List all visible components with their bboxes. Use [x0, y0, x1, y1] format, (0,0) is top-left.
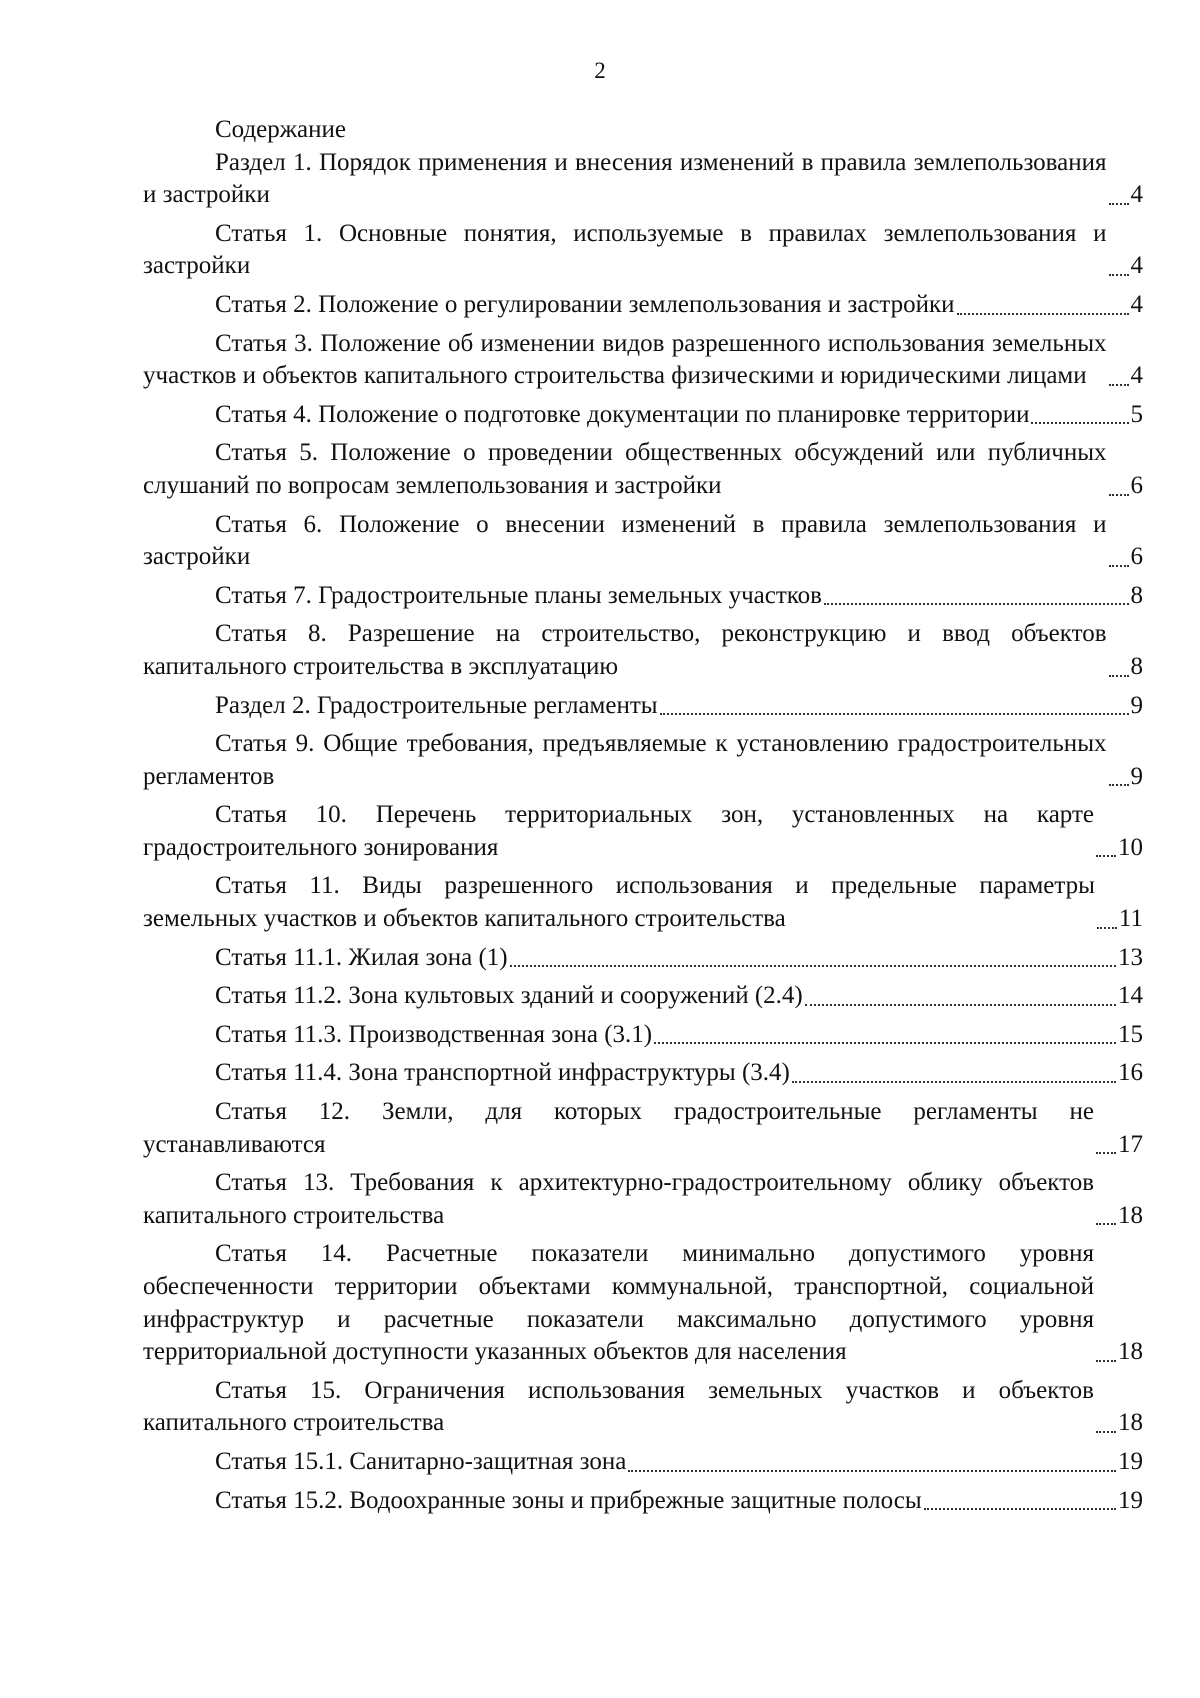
- toc-entry-title: Статья 6. Положение о внесении изменений в правила землепользования и застройки: [143, 510, 1107, 571]
- toc-entry-page: 19: [1118, 1486, 1143, 1514]
- dot-leader: [628, 1456, 1116, 1472]
- toc-entry-title: Статья 8. Разрешение на строительство, реконструкцию и ввод объектов капитального строительства в эксплуатацию: [143, 620, 1107, 680]
- toc-entry-page: 4: [1130, 252, 1143, 280]
- toc-entry-title: Статья 4. Положение о подготовке документации по планировке территории: [215, 400, 1030, 428]
- dot-leader: [1031, 408, 1128, 424]
- dot-leader: [654, 1028, 1116, 1044]
- toc-entry-title: Статья 12. Земли, для которых градостроительные регламенты не устанавливаются: [143, 1098, 1094, 1158]
- toc-entry[interactable]: [143, 1019, 1143, 1052]
- toc-entry-page: 18: [1118, 1338, 1143, 1366]
- toc-entry-page: 4: [1130, 290, 1143, 318]
- toc-entry-title: Статья 15. Ограничения использования земельных участков и объектов капитального строительства: [143, 1376, 1094, 1437]
- toc-entry-title: Статья 13. Требования к архитектурно-градостроительному облику объектов капитального строительства: [143, 1169, 1094, 1229]
- toc-entry-page: 8: [1130, 652, 1143, 680]
- toc-entry-title: Статья 2. Положение о регулировании землепользования и застройки: [215, 290, 955, 318]
- toc-entry[interactable]: [143, 799, 1143, 864]
- toc-entries: [143, 147, 1143, 1518]
- dot-leader: [1109, 189, 1129, 205]
- toc-entry-title: Статья 1. Основные понятия, используемые в правилах землепользования и застройки: [143, 219, 1107, 280]
- toc-entry-page: 18: [1118, 1409, 1143, 1437]
- toc-heading: Содержание: [215, 116, 346, 143]
- toc-entry-title: Статья 11.1. Жилая зона (1): [215, 943, 508, 971]
- toc-entry[interactable]: [143, 147, 1143, 212]
- toc-entry-page: 6: [1130, 471, 1143, 499]
- toc-entry[interactable]: [143, 1485, 1143, 1518]
- toc-entry[interactable]: [143, 580, 1143, 613]
- toc-entry-page: 9: [1130, 762, 1143, 790]
- toc-entry[interactable]: [143, 942, 1143, 975]
- toc-entry-page: 5: [1130, 400, 1143, 428]
- dot-leader: [824, 589, 1129, 605]
- toc-entry[interactable]: [143, 509, 1143, 574]
- toc-entry-page: 4: [1130, 181, 1143, 209]
- toc-entry-title: Статья 10. Перечень территориальных зон, установленных на карте градостроительного зонирования: [143, 801, 1094, 861]
- toc-entry[interactable]: [143, 1057, 1143, 1090]
- toc-entry[interactable]: [143, 618, 1143, 683]
- toc-entry[interactable]: [143, 1167, 1143, 1232]
- dot-leader: [1096, 841, 1116, 857]
- toc-entry[interactable]: [143, 289, 1143, 322]
- toc-entry[interactable]: [143, 1375, 1143, 1440]
- dot-leader: [1109, 370, 1129, 386]
- toc-entry-title: Статья 7. Градостроительные планы земельных участков: [215, 581, 822, 609]
- toc-entry-page: 11: [1118, 905, 1143, 933]
- toc-entry[interactable]: [143, 1096, 1143, 1161]
- dot-leader: [792, 1067, 1116, 1083]
- dot-leader: [1097, 913, 1117, 929]
- toc-entry[interactable]: [143, 218, 1143, 283]
- toc-entry[interactable]: [143, 1238, 1143, 1368]
- toc-entry[interactable]: [143, 870, 1143, 935]
- dot-leader: [1109, 770, 1129, 786]
- dot-leader: [1109, 551, 1129, 567]
- toc-entry-page: 4: [1130, 362, 1143, 390]
- toc-entry[interactable]: [143, 399, 1143, 432]
- toc-entry[interactable]: [143, 728, 1143, 793]
- toc-entry-title: Статья 15.2. Водоохранные зоны и прибрежные защитные полосы: [215, 1486, 922, 1514]
- toc-entry-page: 18: [1118, 1201, 1143, 1229]
- toc-entry-page: 9: [1130, 691, 1143, 719]
- toc-entry-title: Статья 14. Расчетные показатели минимально допустимого уровня обеспеченности территории объектами коммунальной, транспортной, социальной инфраструктур и расчетные показатели максимально допустимого уровня территориальной доступности указанных объектов для населения: [143, 1240, 1094, 1366]
- toc-entry-title: Статья 3. Положение об изменении видов разрешенного использования земельных участков и объектов капитального строительства физическими и юридическими лицами: [143, 329, 1107, 390]
- dot-leader: [1109, 260, 1129, 276]
- page-number: 2: [594, 58, 606, 83]
- toc-entry-page: 6: [1130, 543, 1143, 571]
- toc-entry-page: 17: [1118, 1130, 1143, 1158]
- dot-leader: [957, 299, 1129, 315]
- toc-entry-title: Статья 11.3. Производственная зона (3.1): [215, 1020, 653, 1048]
- dot-leader: [1096, 1417, 1116, 1433]
- toc-entry-title: Статья 5. Положение о проведении общественных обсуждений или публичных слушаний по вопросам землепользования и застройки: [143, 439, 1107, 499]
- toc-entry-title: Статья 15.1. Санитарно-защитная зона: [215, 1447, 627, 1475]
- toc-entry[interactable]: [143, 690, 1143, 723]
- toc-entry-page: 13: [1118, 943, 1143, 971]
- dot-leader: [660, 699, 1129, 715]
- toc-entry-title: Статья 11.2. Зона культовых зданий и сооружений (2.4): [215, 982, 803, 1010]
- dot-leader: [510, 951, 1116, 967]
- toc-entry-title: Раздел 1. Порядок применения и внесения изменений в правила землепользования и застройки: [143, 148, 1107, 209]
- toc-entry-page: 10: [1118, 833, 1143, 861]
- toc-entry[interactable]: [143, 437, 1143, 502]
- toc-entry-title: Статья 11. Виды разрешенного использования и предельные параметры земельных участков и объектов капитального строительства: [143, 872, 1095, 933]
- dot-leader: [924, 1494, 1116, 1510]
- dot-leader: [805, 990, 1116, 1006]
- toc-entry-page: 14: [1118, 982, 1143, 1010]
- table-of-contents: [143, 114, 1143, 1523]
- toc-entry-title: Статья 9. Общие требования, предъявляемые к установлению градостроительных регламентов: [143, 730, 1107, 790]
- toc-entry[interactable]: [143, 1446, 1143, 1479]
- toc-entry-page: 15: [1118, 1020, 1143, 1048]
- dot-leader: [1096, 1209, 1116, 1225]
- dot-leader: [1109, 480, 1129, 496]
- toc-entry-page: 19: [1118, 1447, 1143, 1475]
- toc-entry-page: 8: [1130, 581, 1143, 609]
- dot-leader: [1096, 1138, 1116, 1154]
- toc-entry[interactable]: [143, 980, 1143, 1013]
- toc-entry-title: Статья 11.4. Зона транспортной инфраструктуры (3.4): [215, 1059, 790, 1087]
- toc-entry[interactable]: [143, 328, 1143, 393]
- dot-leader: [1109, 661, 1129, 677]
- toc-entry-page: 16: [1118, 1059, 1143, 1087]
- dot-leader: [1096, 1346, 1116, 1362]
- toc-entry-title: Раздел 2. Градостроительные регламенты: [215, 691, 658, 719]
